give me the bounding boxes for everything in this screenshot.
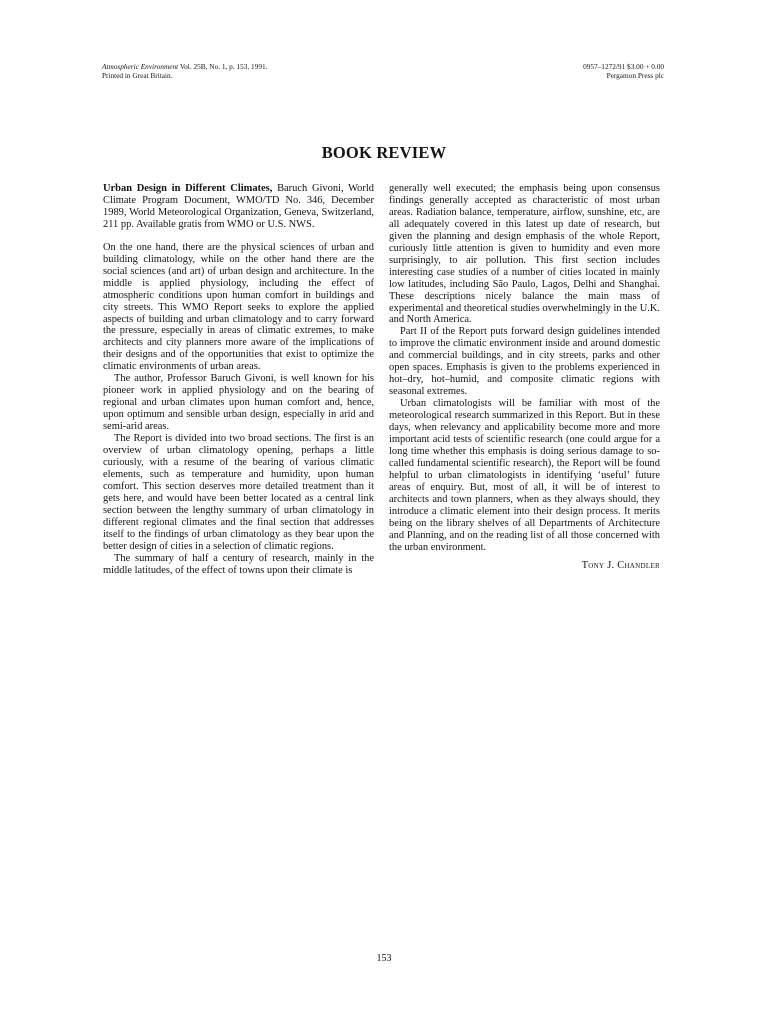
reviewer-signature: Tony J. Chandler xyxy=(581,559,660,571)
paragraph: The author, Professor Baruch Givoni, is well known for his pioneer work in applied physiology and on the bearing of regional and urban climates upon human comfort and, hence, upon optimum and sensible urban design, especially in arid and semi-arid areas. xyxy=(103,373,374,433)
left-column xyxy=(103,183,374,577)
paragraph: generally well executed; the emphasis being upon consensus findings generally accepted as characteristic of most urban areas. Radiation balance, temperature, airflow, sunshine, etc, are all adequately covered in this latest up date of research, but given the planning and design emphasis of the whole Report, curiously little attention is given to humidity and even more surprisingly, to air pollution. This first section includes interesting case studies of a number of cities located in mainly low latitudes, including São Paulo, Lagos, Delhi and Shanghai. These descriptions nicely balance the main mass of experimental and theoretical studies overwhelmingly in the U.K. and North America. xyxy=(389,183,660,326)
page-title: BOOK REVIEW xyxy=(321,143,447,162)
book-title: Urban Design in Different Climates, xyxy=(103,183,273,194)
paragraph: Part II of the Report puts forward design guidelines intended to improve the climatic environment inside and around domestic and commercial buildings, and in city streets, parks and other open spaces. Emphasis is given to the problems experienced in hot–dry, hot–humid, and composite climatic regions with seasonal extremes. xyxy=(389,326,660,398)
paragraph: The Report is divided into two broad sections. The first is an overview of urban climatology opening, perhaps a little curiously, with a resume of the bearing of various climatic elements, such as temperature and humidity, upon human comfort. This section deserves more detailed treatment than it gets here, and would have been better located as a central link section between the lengthy summary of urban climatology in different regional climates and the final section that addresses itself to the findings of urban climatology as they bear upon the better design of cities in a selection of climatic regions. xyxy=(103,433,374,552)
page-number: 153 xyxy=(376,953,392,964)
paragraph: Urban climatologists will be familiar with most of the meteorological research summarized in this Report. But in these days, when relevancy and applicability become more and more important acid tests of scientific research (one could argue for a long time whether this emphasis is doing serious damage to so-called fundamental scientific research), the Report will be found helpful to urban climatologists in identifying ‘useful’ future areas of enquiry. But, most of all, it will be of interest to architects and town planners, when as they always should, they introduce a climatic element into their design process. It merits being on the library shelves of all Departments of Architecture and Planning, and on the reading list of all those concerned with the urban environment. xyxy=(389,398,660,553)
publisher: Pergamon Press plc xyxy=(606,71,664,81)
right-column xyxy=(389,183,660,572)
journal-citation xyxy=(102,62,267,71)
running-header-left xyxy=(102,62,267,81)
journal-name: Atmospheric Environment xyxy=(102,62,179,71)
book-citation xyxy=(103,183,374,231)
paragraph: On the one hand, there are the physical sciences of urban and building climatology, while on the other hand there are the social sciences (and art) of urban design and architecture. In the middle is applied physiology, including the effect of atmospheric conditions upon human comfort in buildings and city streets. This WMO Report seeks to explore the applied aspects of building and urban climatology and to carry forward the pressure, especially in areas of climatic extremes, to make architects and city planners more aware of the implications of their designs and of the opportunities that exist to optimize the climatic environments of urban areas. xyxy=(103,241,374,373)
citation-details: Vol. 25B, No. 1, p. 153, 1991. xyxy=(178,62,268,71)
book-details: Baruch Givoni, World Climate Program Document, WMO/TD No. 346, December 1989, World Meteorological Organization, Geneva, Switzerland, 211 pp. Available gratis from WMO or U.S. NWS. xyxy=(103,183,374,230)
printed-in: Printed in Great Britain. xyxy=(102,71,173,81)
price-code: 0957–1272/91 $3.00 + 0.00 xyxy=(583,62,664,71)
paragraph: The summary of half a century of research, mainly in the middle latitudes, of the effect of towns upon their climate is xyxy=(103,552,374,576)
running-header-right xyxy=(583,62,664,81)
